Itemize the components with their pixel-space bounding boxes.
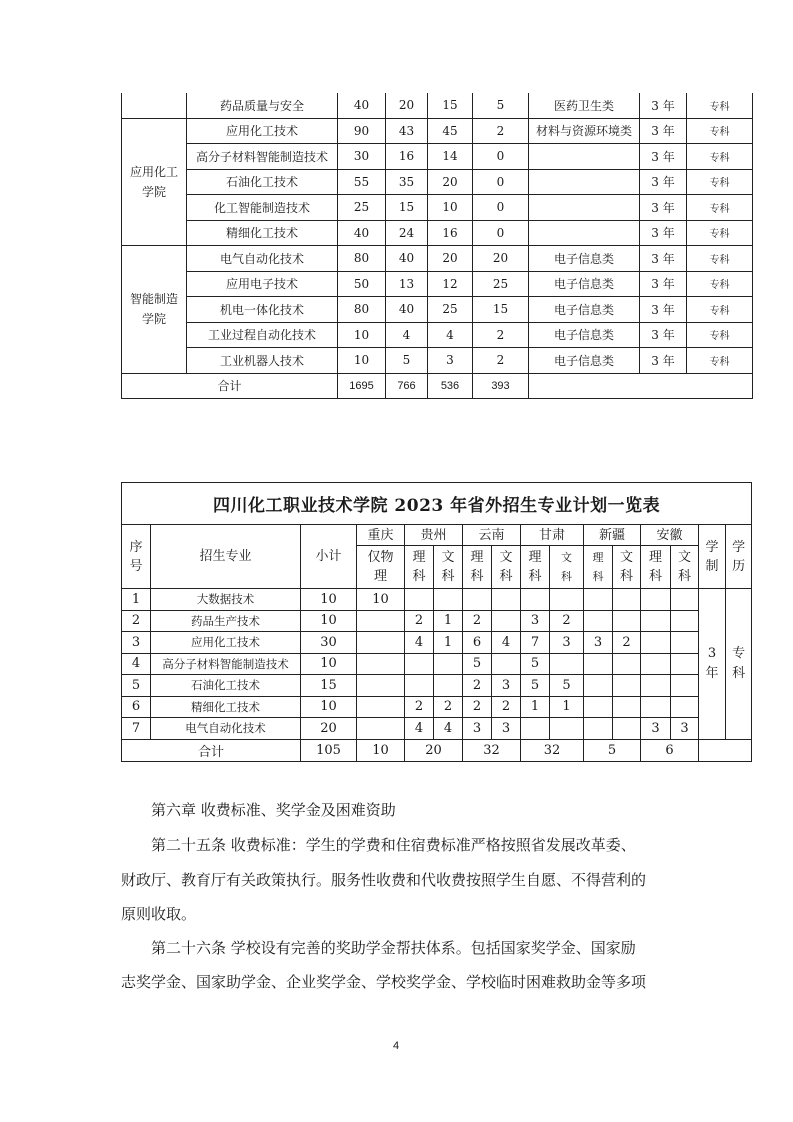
- count-cell: 3: [428, 348, 473, 374]
- chongqing-cell: [357, 696, 405, 718]
- chongqing-cell: [357, 610, 405, 632]
- count-cell: 0: [473, 220, 529, 246]
- quota-cell: [405, 675, 434, 697]
- count-cell: 4: [428, 322, 473, 348]
- quota-cell: 2: [463, 696, 492, 718]
- table-row: [122, 246, 753, 272]
- major-cell: 石油化工技术: [151, 675, 301, 697]
- total-cell: 40: [338, 220, 386, 246]
- seq-cell: 7: [122, 718, 151, 740]
- duration-cell: 3 年: [640, 144, 687, 170]
- major-cell: 应用电子技术: [187, 271, 338, 297]
- level-cell: 专科: [687, 144, 753, 170]
- subtotal-cell: 10: [301, 589, 357, 611]
- table-row: [122, 610, 752, 632]
- count-cell: 16: [386, 144, 428, 170]
- quota-cell: [641, 696, 671, 718]
- table-row: [122, 169, 753, 195]
- count-cell: 25: [428, 297, 473, 323]
- total-row: [122, 739, 752, 761]
- quota-cell: 3: [521, 610, 550, 632]
- count-cell: 40: [386, 246, 428, 272]
- category-cell: [529, 169, 640, 195]
- out-of-province-plan-table: [121, 482, 752, 762]
- level-cell: 专科: [687, 322, 753, 348]
- major-cell: 工业机器人技术: [187, 348, 338, 374]
- quota-cell: 2: [405, 610, 434, 632]
- header-seq: 序 号: [122, 525, 151, 589]
- total-cell: 55: [338, 169, 386, 195]
- quota-cell: [641, 653, 671, 675]
- total-cell: 25: [338, 195, 386, 221]
- duration-cell: 3 年: [640, 118, 687, 144]
- level-merged-cell: 专 科: [726, 589, 752, 740]
- quota-cell: 1: [434, 610, 463, 632]
- quota-cell: [434, 653, 463, 675]
- chongqing-cell: [357, 653, 405, 675]
- table-row: [122, 118, 753, 144]
- subtotal-cell: 20: [301, 718, 357, 740]
- quota-cell: 3: [671, 718, 699, 740]
- quota-cell: 3: [584, 632, 613, 654]
- major-cell: 电气自动化技术: [151, 718, 301, 740]
- duration-cell: 3 年: [640, 220, 687, 246]
- major-cell: 机电一体化技术: [187, 297, 338, 323]
- quota-cell: 4: [405, 632, 434, 654]
- category-cell: 电子信息类: [529, 246, 640, 272]
- major-cell: 应用化工技术: [151, 632, 301, 654]
- quota-cell: 2: [463, 610, 492, 632]
- header-xinjiang-arts: 文 科: [613, 546, 641, 589]
- header-gansu-arts: 文 科: [550, 546, 584, 589]
- quota-cell: 5: [463, 653, 492, 675]
- total-cell: 40: [338, 93, 386, 118]
- quota-cell: [671, 610, 699, 632]
- count-cell: 2: [473, 322, 529, 348]
- total-label: 合计: [122, 739, 301, 761]
- count-cell: 14: [428, 144, 473, 170]
- header-province-xinjiang: 新疆: [584, 525, 641, 546]
- quota-cell: 3: [492, 675, 521, 697]
- count-cell: 0: [473, 144, 529, 170]
- major-cell: 精细化工技术: [187, 220, 338, 246]
- duration-cell: 3 年: [640, 195, 687, 221]
- total-cell: 80: [338, 246, 386, 272]
- quota-cell: [550, 589, 584, 611]
- total-cell: 10: [338, 348, 386, 374]
- table-row: [122, 220, 753, 246]
- count-cell: 40: [386, 297, 428, 323]
- quota-cell: [492, 589, 521, 611]
- quota-cell: 4: [405, 718, 434, 740]
- quota-cell: [550, 718, 584, 740]
- level-cell: 专科: [687, 246, 753, 272]
- header-guizhou-arts: 文 科: [434, 546, 463, 589]
- quota-cell: [671, 589, 699, 611]
- level-cell: 专科: [687, 118, 753, 144]
- seq-cell: 3: [122, 632, 151, 654]
- count-cell: 15: [428, 93, 473, 118]
- quota-cell: [521, 718, 550, 740]
- header-province-gansu: 甘肃: [521, 525, 584, 546]
- college-cell: 智能制造 学院: [122, 246, 187, 374]
- major-cell: 电气自动化技术: [187, 246, 338, 272]
- quota-cell: 2: [434, 696, 463, 718]
- major-cell: 药品生产技术: [151, 610, 301, 632]
- category-cell: 电子信息类: [529, 348, 640, 374]
- count-cell: 5: [386, 348, 428, 374]
- total-sum: 1695: [338, 373, 386, 398]
- major-cell: 药品质量与安全: [187, 93, 338, 118]
- major-cell: 应用化工技术: [187, 118, 338, 144]
- college-cell: 应用化工 学院: [122, 118, 187, 246]
- duration-cell: 3 年: [640, 322, 687, 348]
- quota-cell: [584, 675, 613, 697]
- total-row: [122, 373, 753, 398]
- header-anhui-science: 理 科: [641, 546, 671, 589]
- subtotal-cell: 30: [301, 632, 357, 654]
- major-cell: 高分子材料智能制造技术: [187, 144, 338, 170]
- duration-cell: 3 年: [640, 246, 687, 272]
- enrollment-plan-table-continued: [121, 93, 753, 399]
- quota-cell: [671, 696, 699, 718]
- total-cell: 10: [338, 322, 386, 348]
- duration-cell: 3 年: [640, 271, 687, 297]
- subtotal-cell: 10: [301, 653, 357, 675]
- chongqing-cell: [357, 718, 405, 740]
- header-province-guizhou: 贵州: [405, 525, 463, 546]
- article-25-line-1: 第二十五条 收费标准：学生的学费和住宿费标准严格按照省发展改革委、: [151, 836, 636, 854]
- category-cell: [529, 220, 640, 246]
- header-xinjiang-science: 理 科: [584, 546, 613, 589]
- total-guizhou: 20: [405, 739, 463, 761]
- quota-cell: [671, 653, 699, 675]
- header-guizhou-science: 理 科: [405, 546, 434, 589]
- count-cell: 0: [473, 169, 529, 195]
- total-cell: 50: [338, 271, 386, 297]
- quota-cell: [584, 696, 613, 718]
- total-xinjiang: 5: [584, 739, 641, 761]
- quota-cell: 4: [492, 632, 521, 654]
- level-cell: 专科: [687, 348, 753, 374]
- quota-cell: [492, 610, 521, 632]
- table-row: [122, 144, 753, 170]
- count-cell: 15: [473, 297, 529, 323]
- quota-cell: [641, 610, 671, 632]
- table-row: [122, 297, 753, 323]
- quota-cell: [584, 610, 613, 632]
- header-province-yunnan: 云南: [463, 525, 521, 546]
- count-cell: 20: [428, 169, 473, 195]
- count-cell: 16: [428, 220, 473, 246]
- header-chongqing-physics-only: 仅物 理: [357, 546, 405, 589]
- quota-cell: [613, 653, 641, 675]
- total-cell: 80: [338, 297, 386, 323]
- header-gansu-science: 理 科: [521, 546, 550, 589]
- quota-cell: [584, 653, 613, 675]
- count-cell: 20: [473, 246, 529, 272]
- quota-cell: 2: [613, 632, 641, 654]
- college-cell: [122, 93, 187, 118]
- quota-cell: [641, 589, 671, 611]
- count-cell: 20: [428, 246, 473, 272]
- page-number: 4: [393, 1040, 400, 1052]
- total-blank: [699, 739, 752, 761]
- quota-cell: 5: [521, 675, 550, 697]
- total-label: 合计: [122, 373, 338, 398]
- chapter-heading: 第六章 收费标准、奖学金及困难资助: [151, 801, 396, 819]
- header-duration: 学 制: [699, 525, 726, 589]
- subtotal-cell: 10: [301, 696, 357, 718]
- table-row: [122, 653, 752, 675]
- quota-cell: [405, 653, 434, 675]
- table-row: [122, 195, 753, 221]
- subtotal-cell: 15: [301, 675, 357, 697]
- count-cell: 24: [386, 220, 428, 246]
- category-cell: 电子信息类: [529, 322, 640, 348]
- quota-cell: [584, 718, 613, 740]
- quota-cell: 1: [434, 632, 463, 654]
- duration-cell: 3 年: [640, 348, 687, 374]
- count-cell: 0: [473, 195, 529, 221]
- level-cell: 专科: [687, 297, 753, 323]
- quota-cell: 2: [405, 696, 434, 718]
- count-cell: 2: [473, 118, 529, 144]
- article-25-line-3: 原则收取。: [121, 905, 197, 923]
- level-cell: 专科: [687, 220, 753, 246]
- duration-cell: 3 年: [640, 169, 687, 195]
- table-row: [122, 348, 753, 374]
- category-cell: 电子信息类: [529, 271, 640, 297]
- table-row: [122, 589, 752, 611]
- article-26-line-1: 第二十六条 学校设有完善的奖助学金帮扶体系。包括国家奖学金、国家励: [151, 939, 636, 957]
- quota-cell: [613, 718, 641, 740]
- count-cell: 15: [386, 195, 428, 221]
- major-cell: 大数据技术: [151, 589, 301, 611]
- header-yunnan-science: 理 科: [463, 546, 492, 589]
- table-row: [122, 322, 753, 348]
- chongqing-cell: [357, 675, 405, 697]
- category-cell: [529, 195, 640, 221]
- quota-cell: [671, 632, 699, 654]
- quota-cell: 6: [463, 632, 492, 654]
- count-cell: 13: [386, 271, 428, 297]
- header-yunnan-arts: 文 科: [492, 546, 521, 589]
- level-cell: 专科: [687, 195, 753, 221]
- quota-cell: [584, 589, 613, 611]
- table-row: [122, 675, 752, 697]
- table-row: [122, 718, 752, 740]
- seq-cell: 4: [122, 653, 151, 675]
- header-level: 学 历: [726, 525, 752, 589]
- total-cell: 90: [338, 118, 386, 144]
- quota-cell: 5: [550, 675, 584, 697]
- header-major: 招生专业: [151, 525, 301, 589]
- quota-cell: [613, 589, 641, 611]
- seq-cell: 2: [122, 610, 151, 632]
- header-province-chongqing: 重庆: [357, 525, 405, 546]
- count-cell: 5: [473, 93, 529, 118]
- quota-cell: [550, 653, 584, 675]
- category-cell: 医药卫生类: [529, 93, 640, 118]
- total-chongqing: 10: [357, 739, 405, 761]
- quota-cell: 7: [521, 632, 550, 654]
- level-cell: 专科: [687, 93, 753, 118]
- header-province-anhui: 安徽: [641, 525, 699, 546]
- quota-cell: 1: [521, 696, 550, 718]
- quota-cell: [613, 675, 641, 697]
- header-subtotal: 小计: [301, 525, 357, 589]
- total-gansu: 32: [521, 739, 584, 761]
- major-cell: 化工智能制造技术: [187, 195, 338, 221]
- total-cell: 30: [338, 144, 386, 170]
- seq-cell: 5: [122, 675, 151, 697]
- chongqing-cell: 10: [357, 589, 405, 611]
- count-cell: 35: [386, 169, 428, 195]
- quota-cell: 3: [492, 718, 521, 740]
- total-yunnan: 32: [463, 739, 521, 761]
- duration-cell: 3 年: [640, 297, 687, 323]
- major-cell: 精细化工技术: [151, 696, 301, 718]
- count-cell: 10: [428, 195, 473, 221]
- article-26-line-2: 志奖学金、国家助学金、企业奖学金、学校奖学金、学校临时困难救助金等多项: [121, 973, 647, 991]
- major-cell: 工业过程自动化技术: [187, 322, 338, 348]
- plan-table-title: 四川化工职业技术学院 2023 年省外招生专业计划一览表: [122, 483, 752, 525]
- level-cell: 专科: [687, 169, 753, 195]
- count-cell: 45: [428, 118, 473, 144]
- quota-cell: [463, 589, 492, 611]
- total-sum: 766: [386, 373, 428, 398]
- quota-cell: 4: [434, 718, 463, 740]
- quota-cell: 2: [492, 696, 521, 718]
- total-sum: 536: [428, 373, 473, 398]
- category-cell: 材料与资源环境类: [529, 118, 640, 144]
- quota-cell: [492, 653, 521, 675]
- quota-cell: 3: [463, 718, 492, 740]
- seq-cell: 1: [122, 589, 151, 611]
- total-anhui: 6: [641, 739, 699, 761]
- chongqing-cell: [357, 632, 405, 654]
- quota-cell: [521, 589, 550, 611]
- header-anhui-arts: 文 科: [671, 546, 699, 589]
- duration-merged-cell: 3 年: [699, 589, 726, 740]
- major-cell: 石油化工技术: [187, 169, 338, 195]
- quota-cell: [671, 675, 699, 697]
- table-row: [122, 696, 752, 718]
- quota-cell: [641, 632, 671, 654]
- count-cell: 43: [386, 118, 428, 144]
- quota-cell: [405, 589, 434, 611]
- table-row: [122, 271, 753, 297]
- category-cell: [529, 144, 640, 170]
- quota-cell: 5: [521, 653, 550, 675]
- quota-cell: [434, 589, 463, 611]
- subtotal-cell: 10: [301, 610, 357, 632]
- table-row: [122, 632, 752, 654]
- category-cell: 电子信息类: [529, 297, 640, 323]
- table-row: [122, 93, 753, 118]
- count-cell: 12: [428, 271, 473, 297]
- quota-cell: 2: [463, 675, 492, 697]
- quota-cell: 3: [641, 718, 671, 740]
- quota-cell: [434, 675, 463, 697]
- quota-cell: [613, 610, 641, 632]
- quota-cell: 3: [550, 632, 584, 654]
- total-blank: [529, 373, 753, 398]
- total-sum: 393: [473, 373, 529, 398]
- quota-cell: 1: [550, 696, 584, 718]
- count-cell: 2: [473, 348, 529, 374]
- total-subtotal: 105: [301, 739, 357, 761]
- duration-cell: 3 年: [640, 93, 687, 118]
- quota-cell: 2: [550, 610, 584, 632]
- quota-cell: [641, 675, 671, 697]
- quota-cell: [613, 696, 641, 718]
- count-cell: 25: [473, 271, 529, 297]
- count-cell: 20: [386, 93, 428, 118]
- major-cell: 高分子材料智能制造技术: [151, 653, 301, 675]
- count-cell: 4: [386, 322, 428, 348]
- level-cell: 专科: [687, 271, 753, 297]
- seq-cell: 6: [122, 696, 151, 718]
- article-25-line-2: 财政厅、教育厅有关政策执行。服务性收费和代收费按照学生自愿、不得营利的: [121, 871, 647, 889]
